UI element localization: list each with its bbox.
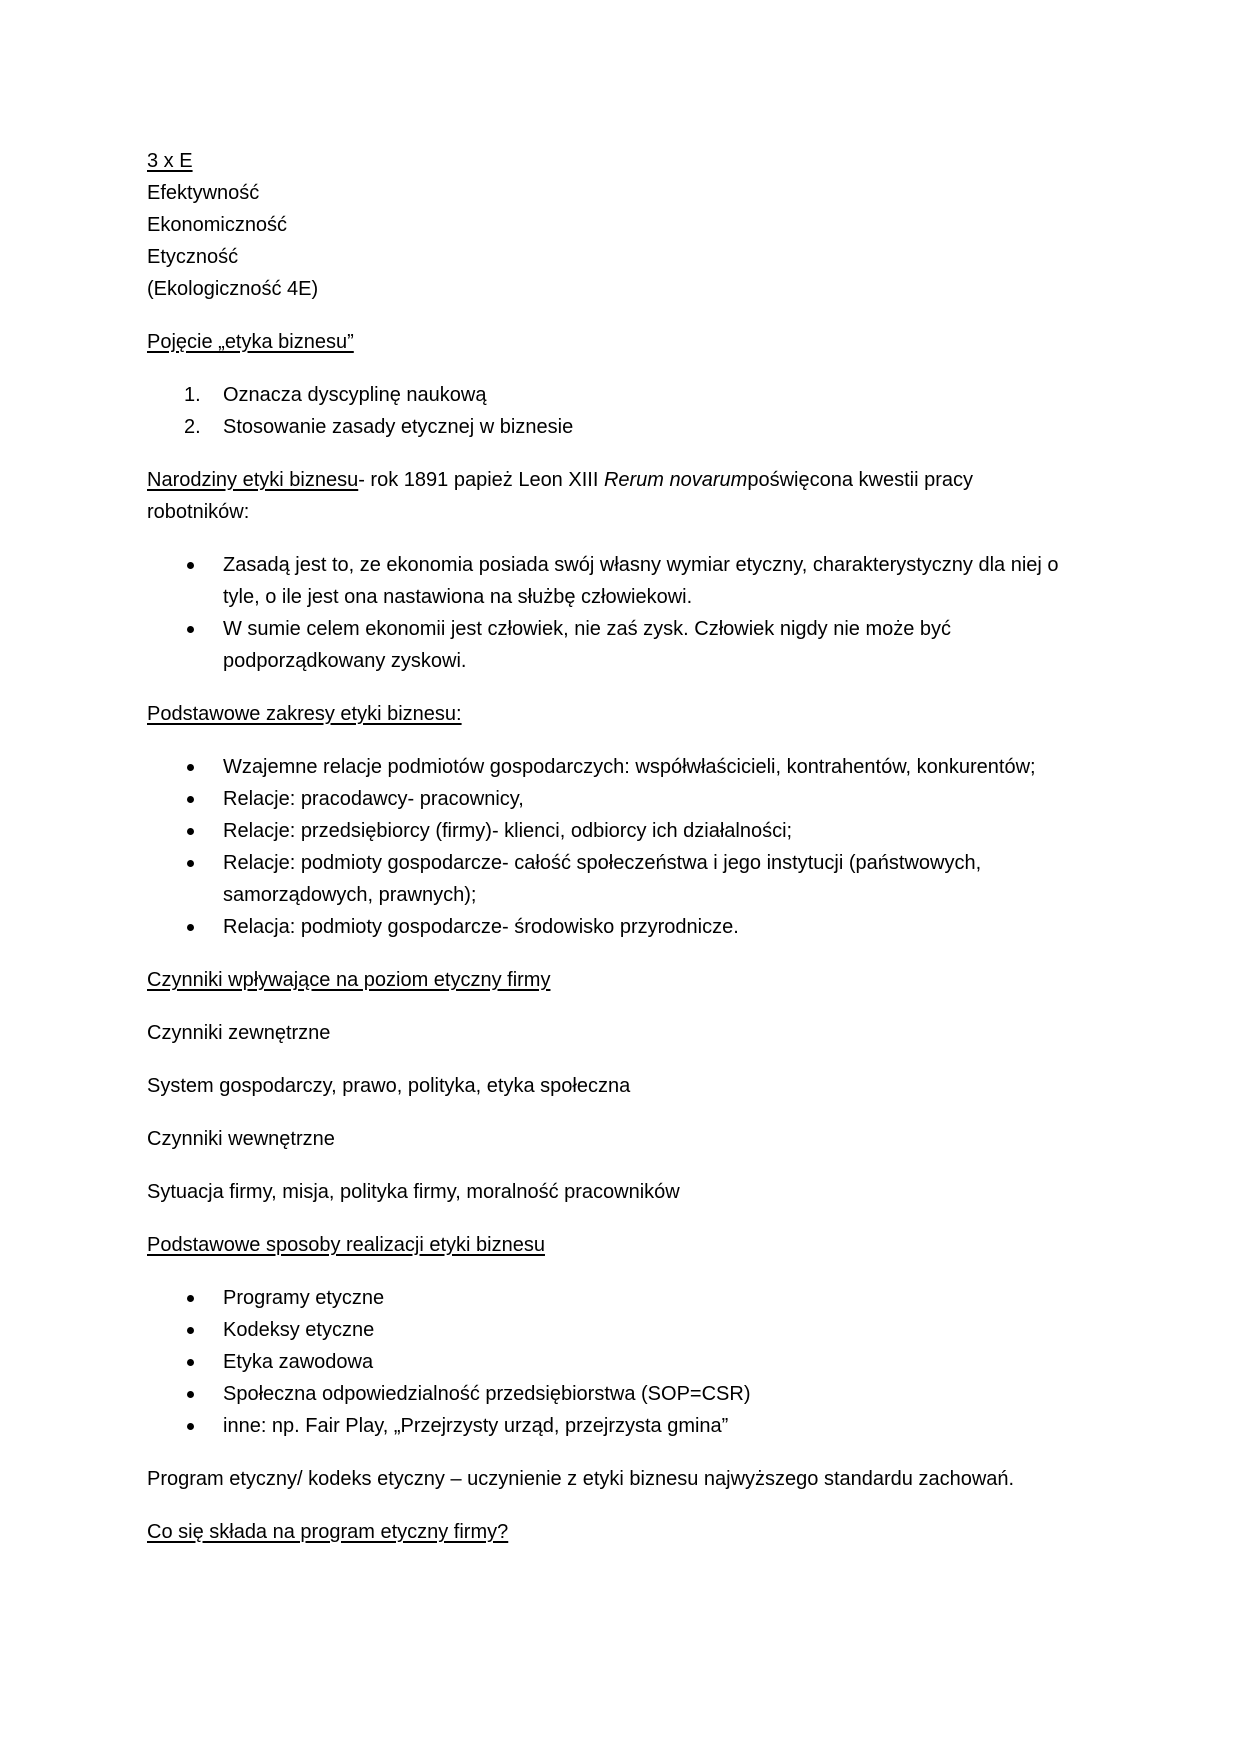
external-factors-text: System gospodarczy, prawo, polityka, etyka społeczna xyxy=(147,1075,631,1097)
list-item xyxy=(147,379,1107,411)
bullet-list xyxy=(147,549,1107,677)
list-number: 2. xyxy=(184,416,201,438)
list-item xyxy=(147,1314,1107,1346)
list-item xyxy=(147,1410,1107,1442)
list-item xyxy=(147,815,1107,847)
bullet-icon xyxy=(187,1327,194,1334)
list-item-text: Relacja: podmioty gospodarcze- środowisko przyrodnicze. xyxy=(223,916,739,938)
list-item-text: Programy etyczne xyxy=(223,1287,385,1309)
internal-factors-label: Czynniki wewnętrzne xyxy=(147,1128,335,1150)
text-line: Etyczność xyxy=(147,246,239,268)
list-item-text: Kodeksy etyczne xyxy=(223,1319,375,1341)
heading-zakresy: Podstawowe zakresy etyki biznesu: xyxy=(147,703,462,725)
list-item xyxy=(147,1346,1107,1378)
list-item xyxy=(147,911,1107,943)
external-factors-label: Czynniki zewnętrzne xyxy=(147,1022,331,1044)
list-item xyxy=(147,549,1063,613)
intro-text: - rok 1891 papież Leon XIII xyxy=(358,469,604,491)
heading-3xe: 3 x E xyxy=(147,150,193,172)
bullet-icon xyxy=(187,562,194,569)
intro-text: poświęcona kwestii pracy xyxy=(747,469,973,491)
bullet-list xyxy=(147,1282,1107,1442)
text-line: Ekonomiczność xyxy=(147,214,288,236)
bullet-icon xyxy=(187,1295,194,1302)
list-item xyxy=(147,1282,1107,1314)
list-number: 1. xyxy=(184,384,201,406)
italic-title: Rerum novarum xyxy=(603,469,748,491)
list-item-text: Oznacza dyscyplinę naukową xyxy=(223,384,487,406)
list-item-text: Zasadą jest to, ze ekonomia posiada swój własny wymiar etyczny, charakterystyczny dla niej o tyle, o ile jest ona nastawiona na służbę człowiekowi. xyxy=(223,554,1059,608)
text-line: Efektywność xyxy=(147,182,260,204)
list-item-text: W sumie celem ekonomii jest człowiek, nie zaś zysk. Człowiek nigdy nie może być podporządkowany zyskowi. xyxy=(223,618,952,672)
list-item-text: inne: np. Fair Play, „Przejrzysty urząd, przejrzysta gmina” xyxy=(223,1415,729,1437)
list-item xyxy=(147,783,1107,815)
list-item xyxy=(147,847,1023,911)
list-item xyxy=(147,411,1107,443)
list-item-text: Wzajemne relacje podmiotów gospodarczych: współwłaścicieli, kontrahentów, konkurentów; xyxy=(223,756,1036,778)
bullet-icon xyxy=(187,626,194,633)
list-item-text: Relacje: podmioty gospodarcze- całość społeczeństwa i jego instytucji (państwowych, samorządowych, prawnych); xyxy=(223,852,982,906)
list-item-text: Stosowanie zasady etycznej w biznesie xyxy=(223,416,574,438)
list-item-text: Relacje: pracodawcy- pracownicy, xyxy=(223,788,524,810)
program-statement: Program etyczny/ kodeks etyczny – uczynienie z etyki biznesu najwyższego standardu zachowań. xyxy=(147,1468,1015,1490)
paragraph-narodziny xyxy=(147,464,1107,496)
bullet-icon xyxy=(187,924,194,931)
heading-program: Co się składa na program etyczny firmy? xyxy=(147,1521,509,1543)
list-item-text: Relacje: przedsiębiorcy (firmy)- klienci, odbiorcy ich działalności; xyxy=(223,820,793,842)
bullet-list xyxy=(147,751,1107,943)
text-line: (Ekologiczność 4E) xyxy=(147,278,319,300)
numbered-list xyxy=(147,379,1107,443)
intro-continuation: robotników: xyxy=(147,501,250,523)
bullet-icon xyxy=(187,764,194,771)
bullet-icon xyxy=(187,796,194,803)
bullet-icon xyxy=(187,1359,194,1366)
heading-czynniki: Czynniki wpływające na poziom etyczny firmy xyxy=(147,969,551,991)
list-item xyxy=(147,613,1013,677)
list-item xyxy=(147,1378,1107,1410)
bullet-icon xyxy=(187,828,194,835)
document-page xyxy=(147,145,1107,1548)
bullet-icon xyxy=(187,1423,194,1430)
list-item-text: Społeczna odpowiedzialność przedsiębiorstwa (SOP=CSR) xyxy=(223,1383,751,1405)
heading-narodziny: Narodziny etyki biznesu xyxy=(147,469,359,491)
internal-factors-text: Sytuacja firmy, misja, polityka firmy, moralność pracowników xyxy=(147,1181,680,1203)
list-item-text: Etyka zawodowa xyxy=(223,1351,374,1373)
bullet-icon xyxy=(187,860,194,867)
list-item xyxy=(147,751,1107,783)
bullet-icon xyxy=(187,1391,194,1398)
heading-sposoby: Podstawowe sposoby realizacji etyki biznesu xyxy=(147,1234,545,1256)
heading-pojecie: Pojęcie „etyka biznesu” xyxy=(147,331,354,353)
